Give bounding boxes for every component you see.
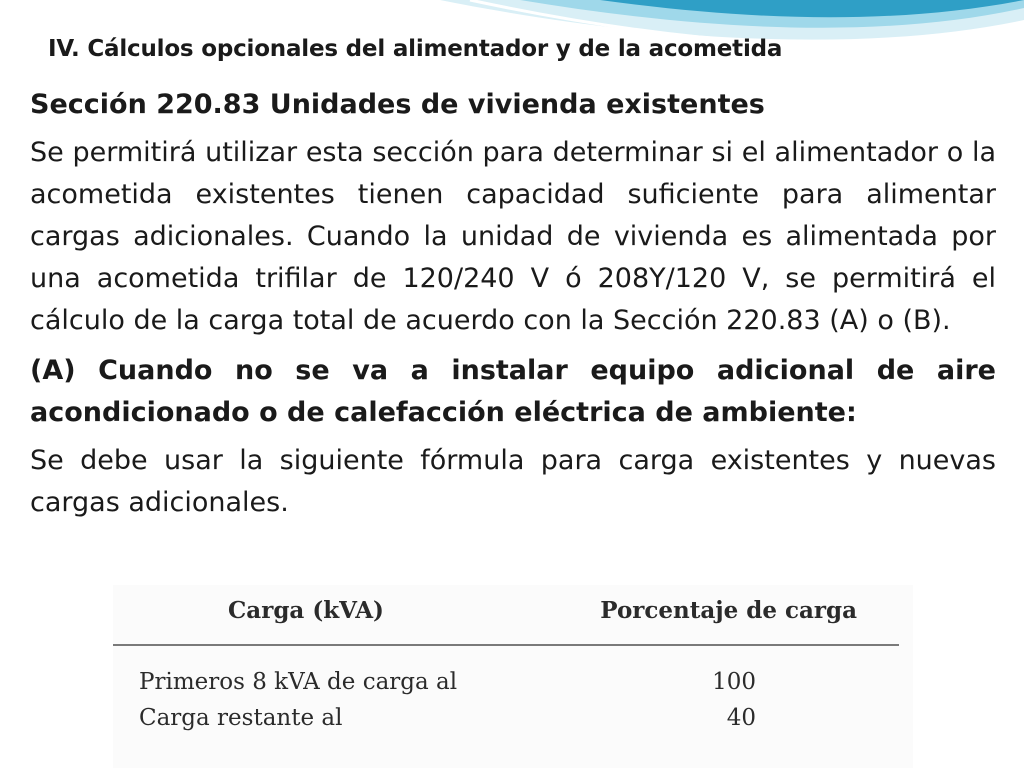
table-divider bbox=[113, 644, 899, 646]
table-header-percentage: Porcentaje de carga bbox=[600, 597, 857, 624]
subheading-a: (A) Cuando no se va a instalar equipo adicional de aire acondicionado o de calefacción eléctrica de ambiente: bbox=[30, 355, 996, 428]
slide-title: IV. Cálculos opcionales del alimentador y de la acometida bbox=[48, 36, 783, 62]
slide-body bbox=[30, 84, 996, 524]
table-row bbox=[113, 669, 899, 703]
load-percentage-table bbox=[113, 585, 913, 768]
table-row-value: 40 bbox=[726, 705, 756, 731]
table-row bbox=[113, 705, 899, 739]
table-row-label: Primeros 8 kVA de carga al bbox=[139, 669, 458, 695]
table-row-label: Carga restante al bbox=[139, 705, 343, 731]
section-heading: Sección 220.83 Unidades de vivienda existentes bbox=[30, 89, 765, 120]
body-paragraph-1: Se permitirá utilizar esta sección para determinar si el alimentador o la acometida existentes tienen capacidad suficiente para alimentar cargas adicionales. Cuando la unidad de vivienda es alimentada por una acometida trifilar de 120/240 V ó 208Y/120 V, se permitirá el cálculo de la carga total de acuerdo con la Sección 220.83 (A) o (B). bbox=[30, 137, 996, 336]
table-header-load: Carga (kVA) bbox=[228, 597, 384, 624]
body-paragraph-2: Se debe usar la siguiente fórmula para carga existentes y nuevas cargas adicionales. bbox=[30, 445, 996, 518]
table-row-value: 100 bbox=[712, 669, 756, 695]
